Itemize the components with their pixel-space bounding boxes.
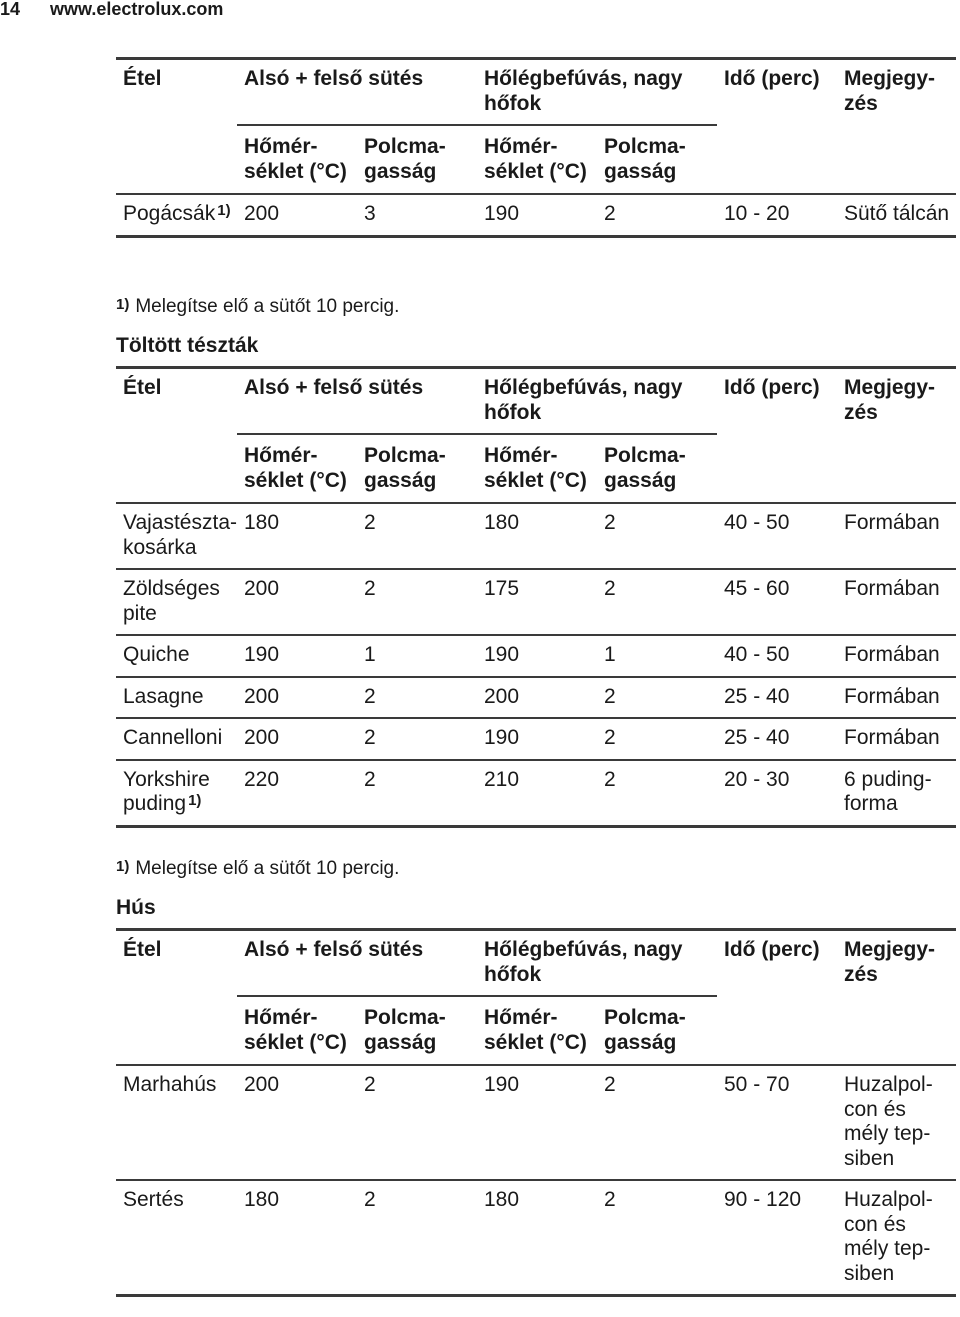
col-header-convection: Hőlégbefúvás, nagy hőfok	[477, 59, 717, 126]
cell-shelf-1: 2	[357, 1180, 477, 1296]
cell-temp-2: 180	[477, 503, 597, 569]
cell-temp-2: 180	[477, 1180, 597, 1296]
cell-notes: Huzalpolcon és mély tepsiben	[837, 1065, 956, 1180]
table-row	[116, 677, 956, 719]
cell-temp-1: 200	[237, 194, 357, 236]
cell-temp-1: 190	[237, 635, 357, 677]
table-row	[116, 1180, 956, 1296]
cell-food: Lasagne	[116, 677, 237, 719]
cell-time: 40 - 50	[717, 503, 837, 569]
cell-notes: Sütő tálcán	[837, 194, 956, 236]
cell-shelf-2: 2	[597, 569, 717, 635]
cell-food: Pogácsák $^{1)}$	[116, 194, 237, 236]
table-row	[116, 1065, 956, 1180]
col-header-top-bottom: Alsó + felső sütés	[237, 368, 477, 435]
table-row	[116, 760, 956, 827]
cell-shelf-2: 2	[597, 760, 717, 827]
cell-temp-2: 190	[477, 194, 597, 236]
cell-notes: Huzalpolcon és mély tepsiben	[837, 1180, 956, 1296]
col-header-time: Idő (perc)	[717, 368, 837, 435]
col-header-food: Étel	[116, 930, 237, 997]
cell-time: 90 - 120	[717, 1180, 837, 1296]
cell-shelf-2: 2	[597, 677, 717, 719]
col-header-food: Étel	[116, 368, 237, 435]
col-header-shelf-2: Polcmagasság	[597, 996, 717, 1065]
col-header-convection: Hőlégbefúvás, nagy hőfok	[477, 368, 717, 435]
cell-food: Zöldséges pite	[116, 569, 237, 635]
cell-food: Vajastészta-kosárka	[116, 503, 237, 569]
cell-shelf-2: 2	[597, 194, 717, 236]
cell-shelf-2: 2	[597, 503, 717, 569]
cell-notes: Formában	[837, 677, 956, 719]
col-header-temp-2: Hőmérséklet (°C)	[477, 434, 597, 503]
cell-shelf-1: 2	[357, 718, 477, 760]
cell-shelf-1: 2	[357, 677, 477, 719]
cell-time: 10 - 20	[717, 194, 837, 236]
cell-shelf-1: 2	[357, 760, 477, 827]
table-row	[116, 503, 956, 569]
table-row	[116, 718, 956, 760]
col-header-shelf-1: Polcmagasság	[357, 996, 477, 1065]
cell-shelf-2: 2	[597, 1065, 717, 1180]
cell-food: Sertés	[116, 1180, 237, 1296]
cell-temp-2: 190	[477, 1065, 597, 1180]
footnote-marker: 1)	[116, 296, 130, 313]
cell-temp-2: 190	[477, 635, 597, 677]
cell-notes: Formában	[837, 569, 956, 635]
col-header-top-bottom: Alsó + felső sütés	[237, 59, 477, 126]
cell-shelf-2: 2	[597, 718, 717, 760]
site-url: www.electrolux.com	[50, 0, 224, 19]
cell-food: Cannelloni	[116, 718, 237, 760]
cell-shelf-1: 3	[357, 194, 477, 236]
col-header-temp-1: Hőmérséklet (°C)	[237, 125, 357, 194]
baking-table-pastry	[116, 57, 956, 238]
cell-time: 25 - 40	[717, 718, 837, 760]
footnote-text: Melegítse elő a sütőt 10 percig.	[135, 296, 400, 317]
col-header-food: Étel	[116, 59, 237, 126]
col-header-shelf-2: Polcmagasság	[597, 125, 717, 194]
col-header-shelf-1: Polcmagasság	[357, 434, 477, 503]
cell-time: 50 - 70	[717, 1065, 837, 1180]
footnote-marker: 1)	[116, 858, 130, 875]
col-header-notes: Megjegyzés	[837, 930, 956, 997]
table-row	[116, 569, 956, 635]
col-header-shelf-2: Polcmagasság	[597, 434, 717, 503]
cell-food: Yorkshire puding $^{1)}$	[116, 760, 237, 827]
col-header-temp-2: Hőmérséklet (°C)	[477, 125, 597, 194]
cell-temp-1: 180	[237, 1180, 357, 1296]
cell-time: 45 - 60	[717, 569, 837, 635]
cell-shelf-2: 2	[597, 1180, 717, 1296]
cell-temp-1: 200	[237, 1065, 357, 1180]
cell-time: 25 - 40	[717, 677, 837, 719]
baking-table-filled-pastry	[116, 366, 956, 828]
col-header-temp-1: Hőmérséklet (°C)	[237, 434, 357, 503]
table-row	[116, 194, 956, 236]
cell-time: 20 - 30	[717, 760, 837, 827]
cell-food: Marhahús	[116, 1065, 237, 1180]
col-header-notes: Megjegyzés	[837, 59, 956, 126]
col-header-time: Idő (perc)	[717, 59, 837, 126]
col-header-shelf-1: Polcmagasság	[357, 125, 477, 194]
cell-notes: Formában	[837, 635, 956, 677]
cell-shelf-1: 2	[357, 503, 477, 569]
section-title-meat: Hús	[116, 896, 156, 919]
cell-food: Quiche	[116, 635, 237, 677]
cell-temp-2: 190	[477, 718, 597, 760]
cell-temp-2: 210	[477, 760, 597, 827]
footnote-marker: 1)	[217, 202, 231, 219]
cell-shelf-1: 2	[357, 569, 477, 635]
cell-temp-1: 200	[237, 677, 357, 719]
col-header-convection: Hőlégbefúvás, nagy hőfok	[477, 930, 717, 997]
cell-shelf-1: 1	[357, 635, 477, 677]
footnote-marker: 1)	[188, 792, 202, 809]
page-number: 14	[0, 0, 21, 19]
cell-temp-1: 200	[237, 718, 357, 760]
cell-shelf-1: 2	[357, 1065, 477, 1180]
cell-shelf-2: 1	[597, 635, 717, 677]
footnote	[116, 858, 399, 880]
cell-temp-2: 175	[477, 569, 597, 635]
cell-temp-1: 200	[237, 569, 357, 635]
footnote	[116, 296, 399, 318]
cell-time: 40 - 50	[717, 635, 837, 677]
col-header-temp-1: Hőmérséklet (°C)	[237, 996, 357, 1065]
col-header-time: Idő (perc)	[717, 930, 837, 997]
col-header-top-bottom: Alsó + felső sütés	[237, 930, 477, 997]
col-header-notes: Megjegyzés	[837, 368, 956, 435]
baking-table-meat	[116, 928, 956, 1297]
cell-notes: 6 pudingforma	[837, 760, 956, 827]
section-title-filled-pastry: Töltött tészták	[116, 334, 259, 357]
cell-temp-1: 180	[237, 503, 357, 569]
cell-notes: Formában	[837, 718, 956, 760]
col-header-temp-2: Hőmérséklet (°C)	[477, 996, 597, 1065]
footnote-text: Melegítse elő a sütőt 10 percig.	[135, 858, 400, 879]
cell-notes: Formában	[837, 503, 956, 569]
table-row	[116, 635, 956, 677]
cell-temp-2: 200	[477, 677, 597, 719]
cell-temp-1: 220	[237, 760, 357, 827]
